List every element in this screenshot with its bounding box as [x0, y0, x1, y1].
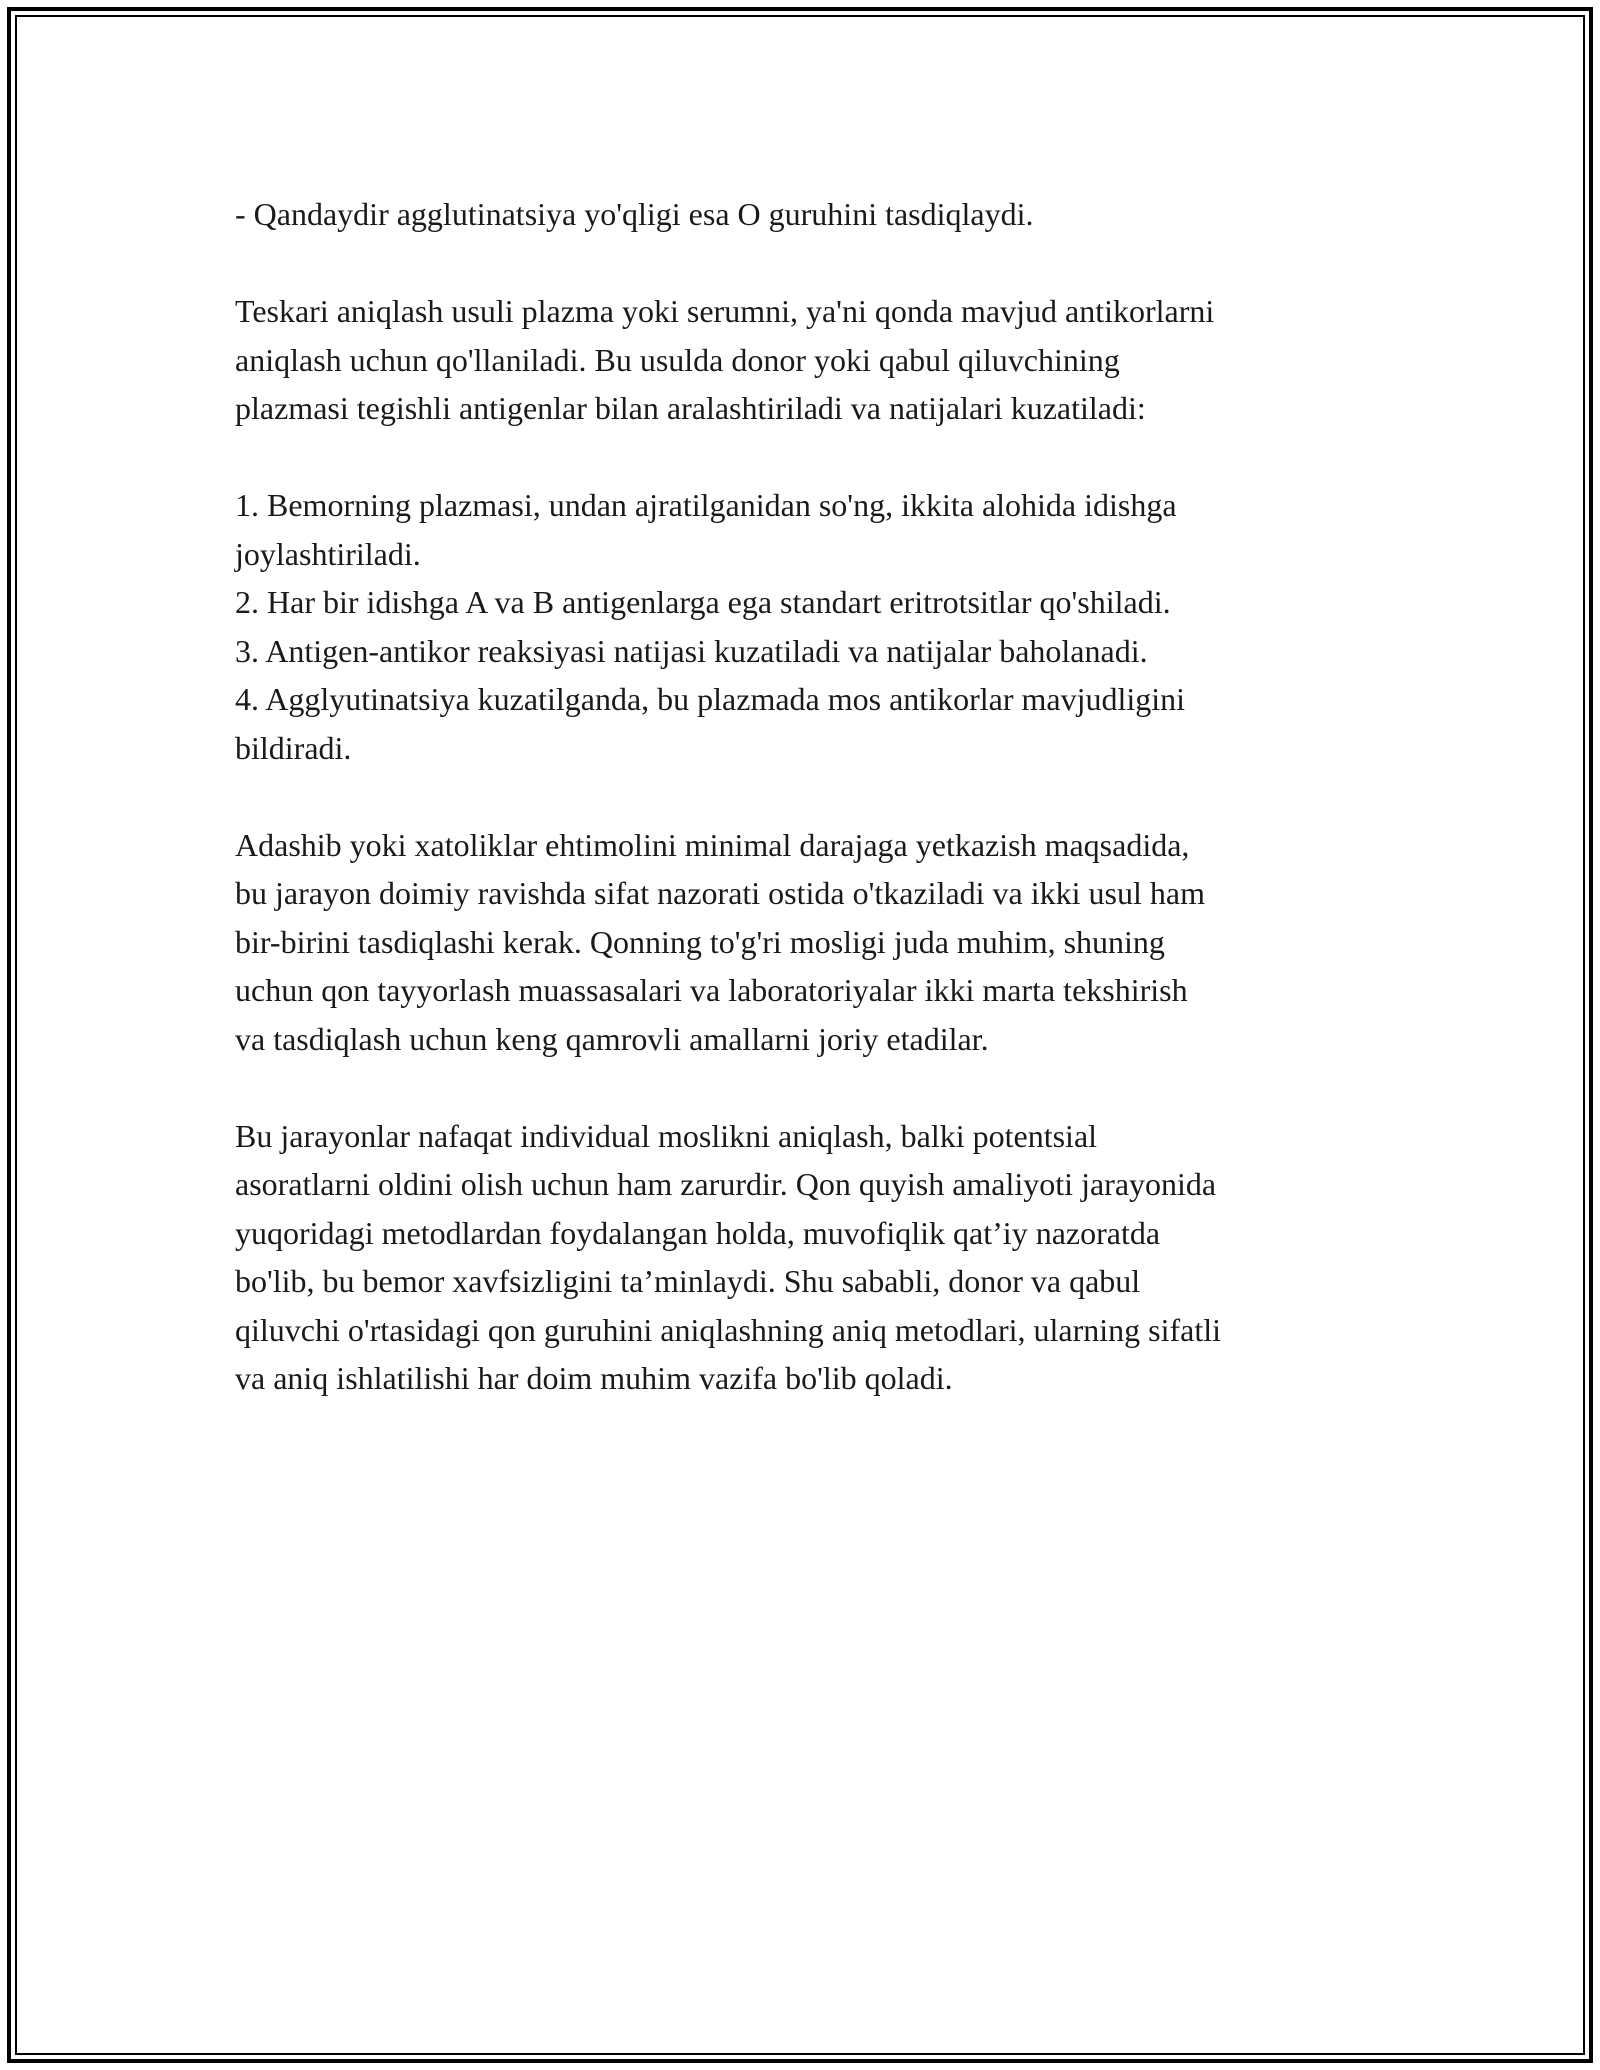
text-line: bu jarayon doimiy ravishda sifat nazorati ostida o'tkaziladi va ikki usul ham	[235, 875, 1205, 911]
text-line: plazmasi tegishli antigenlar bilan aralashtiriladi va natijalari kuzatiladi:	[235, 390, 1146, 426]
document-body	[235, 190, 1375, 1451]
text-line: Bu jarayonlar nafaqat individual moslikni aniqlash, balki potentsial	[235, 1117, 1098, 1154]
paragraph-reverse-method	[235, 287, 1375, 433]
text-line: Teskari aniqlash usuli plazma yoki serumni, ya'ni qonda mavjud antikorlarni	[235, 293, 1215, 329]
text-line: uchun qon tayyorlash muassasalari va laboratoriyalar ikki marta tekshirish	[235, 972, 1188, 1008]
paragraph-o-group-note	[235, 190, 1375, 239]
numbered-steps	[235, 481, 1375, 772]
list-item: joylashtiriladi.	[235, 535, 421, 572]
paragraph-quality-control	[235, 821, 1375, 1064]
text-line: bir-birini tasdiqlashi kerak. Qonning to'g'ri mosligi juda muhim, shuning	[235, 923, 1165, 960]
text-line: qiluvchi o'rtasidagi qon guruhini aniqlashning aniq metodlari, ularning sifatli	[235, 1311, 1222, 1348]
list-item: 1. Bemorning plazmasi, undan ajratilganidan so'ng, ikkita alohida idishga	[235, 487, 1177, 523]
text-line: aniqlash uchun qo'llaniladi. Bu usulda donor yoki qabul qiluvchining	[235, 341, 1120, 378]
text-line: va tasdiqlash uchun keng qamrovli amallarni joriy etadilar.	[235, 1020, 989, 1057]
text-line: Adashib yoki xatoliklar ehtimolini minimal darajaga yetkazish maqsadida,	[235, 826, 1190, 863]
text-line: bo'lib, bu bemor xavfsizligini ta’minlaydi. Shu sababli, donor va qabul	[235, 1263, 1141, 1299]
text-line: yuqoridagi metodlardan foydalangan holda, muvofiqlik qat’iy nazoratda	[235, 1214, 1161, 1251]
text-line: - Qandaydir agglutinatsiya yo'qligi esa O guruhini tasdiqlaydi.	[235, 196, 1034, 232]
text-line: asoratlarni oldini olish uchun ham zarurdir. Qon quyish amaliyoti jarayonida	[235, 1166, 1217, 1202]
list-item: 3. Antigen-antikor reaksiyasi natijasi kuzatiladi va natijalar baholanadi.	[235, 632, 1148, 669]
list-item: 2. Har bir idishga A va B antigenlarga ega standart eritrotsitlar qo'shiladi.	[235, 584, 1171, 620]
text-line: va aniq ishlatilishi har doim muhim vazifa bo'lib qoladi.	[235, 1360, 953, 1396]
paragraph-conclusion	[235, 1112, 1375, 1403]
list-item: bildiradi.	[235, 729, 352, 766]
list-item: 4. Agglyutinatsiya kuzatilganda, bu plazmada mos antikorlar mavjudligini	[235, 681, 1186, 717]
